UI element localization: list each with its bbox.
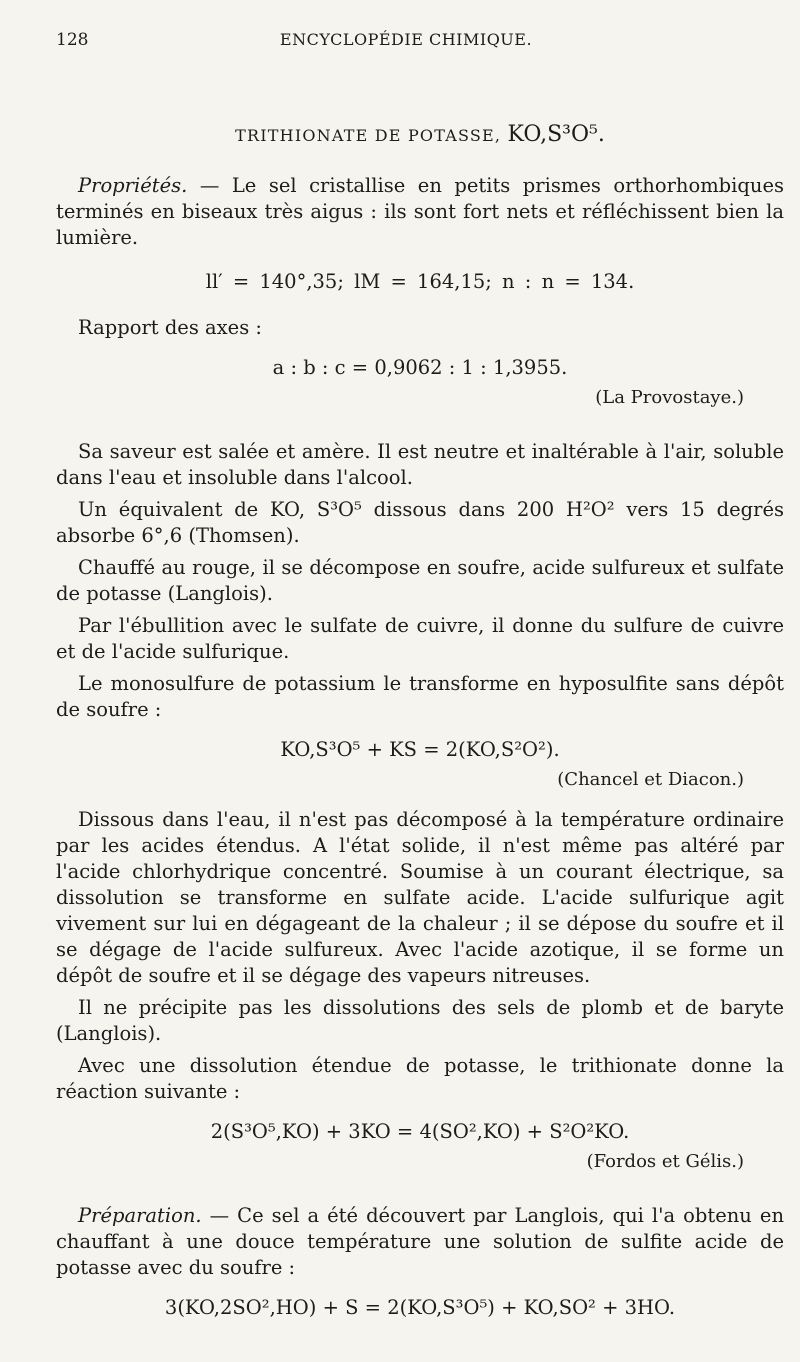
paragraph-chauffe: Chauffé au rouge, il se décompose en soufre, acide sulfureux et sulfate de potasse (Langlois).	[56, 556, 784, 605]
section-title	[56, 122, 784, 149]
paragraph-dissolution: Avec une dissolution étendue de potasse, le trithionate donne la réaction suivante :	[56, 1054, 784, 1103]
paragraph-monosulfure: Le monosulfure de potassium le transforme en hyposulfite sans dépôt de soufre :	[56, 672, 784, 721]
paragraph-dissous: Dissous dans l'eau, il n'est pas décomposé à la température ordinaire par les acides étendus. A l'état solide, il n'est même pas altéré par l'acide chlorhydrique concentré. Soumise à un courant électrique, sa dissolution se transforme en sulfate acide. L'acide sulfurique agit vivement sur lui en dégageant de la chaleur ; il se dépose du soufre et il se dégage de l'acide sulfureux. Avec l'acide azotique, il se forme un dépôt de soufre et il se dégage des vapeurs nitreuses.	[56, 808, 784, 987]
reaction-2: 2(S³O⁵,KO) + 3KO = 4(SO²,KO) + S²O²KO.	[210, 1120, 630, 1143]
axes-intro: Rapport des axes :	[78, 316, 262, 339]
page-header	[56, 30, 756, 54]
paragraph-ebullition: Par l'ébullition avec le sulfate de cuivre, il donne du sulfure de cuivre et de l'acide sulfurique.	[56, 614, 784, 663]
spacer	[56, 425, 784, 439]
reaction-3: 3(KO,2SO²,HO) + S = 2(KO,S³O⁵) + KO,SO² + 3HO.	[164, 1296, 676, 1319]
reaction-1-source: (Chancel et Diacon.)	[557, 769, 744, 790]
properties-heading: Propriétés.	[78, 174, 188, 197]
preparation-heading: Préparation.	[78, 1204, 202, 1227]
axes-ratio: a : b : c = 0,9062 : 1 : 1,3955.	[272, 356, 568, 379]
paragraph-precipite: Il ne précipite pas les dissolutions des sels de plomb et de baryte (Langlois).	[56, 996, 784, 1045]
paragraph-saveur: Sa saveur est salée et amère. Il est neutre et inaltérable à l'air, soluble dans l'eau et insoluble dans l'alcool.	[56, 440, 784, 489]
running-head: ENCYCLOPÉDIE CHIMIQUE.	[279, 30, 533, 49]
reaction-2-source: (Fordos et Gélis.)	[586, 1151, 744, 1172]
preparation-paragraph	[56, 1203, 784, 1281]
preparation-text: — Ce sel a été découvert par Langlois, qui l'a obtenu en chauffant à une douce température une solution de sulfite acide de potasse avec du soufre :	[56, 1204, 784, 1279]
section-title-label: TRITHIONATE DE POTASSE,	[235, 126, 502, 145]
spacer	[56, 1189, 784, 1203]
properties-text: — Le sel cristallise en petits prismes orthorhombiques terminés en biseaux très aigus : ils sont fort nets et réfléchissent bien la lumière.	[56, 174, 784, 249]
reaction-1: KO,S³O⁵ + KS = 2(KO,S²O²).	[280, 738, 560, 761]
section-title-formula: KO,S³O⁵.	[507, 122, 605, 147]
crystal-angles: ll′ = 140°,35; lM = 164,15; n : n = 134.	[205, 270, 635, 293]
page-number: 128	[56, 30, 89, 50]
axes-source: (La Provostaye.)	[595, 387, 744, 408]
properties-paragraph	[56, 173, 784, 251]
paragraph-equivalent: Un équivalent de KO, S³O⁵ dissous dans 200 H²O² vers 15 degrés absorbe 6°,6 (Thomsen).	[56, 498, 784, 547]
page-body	[56, 122, 784, 1335]
